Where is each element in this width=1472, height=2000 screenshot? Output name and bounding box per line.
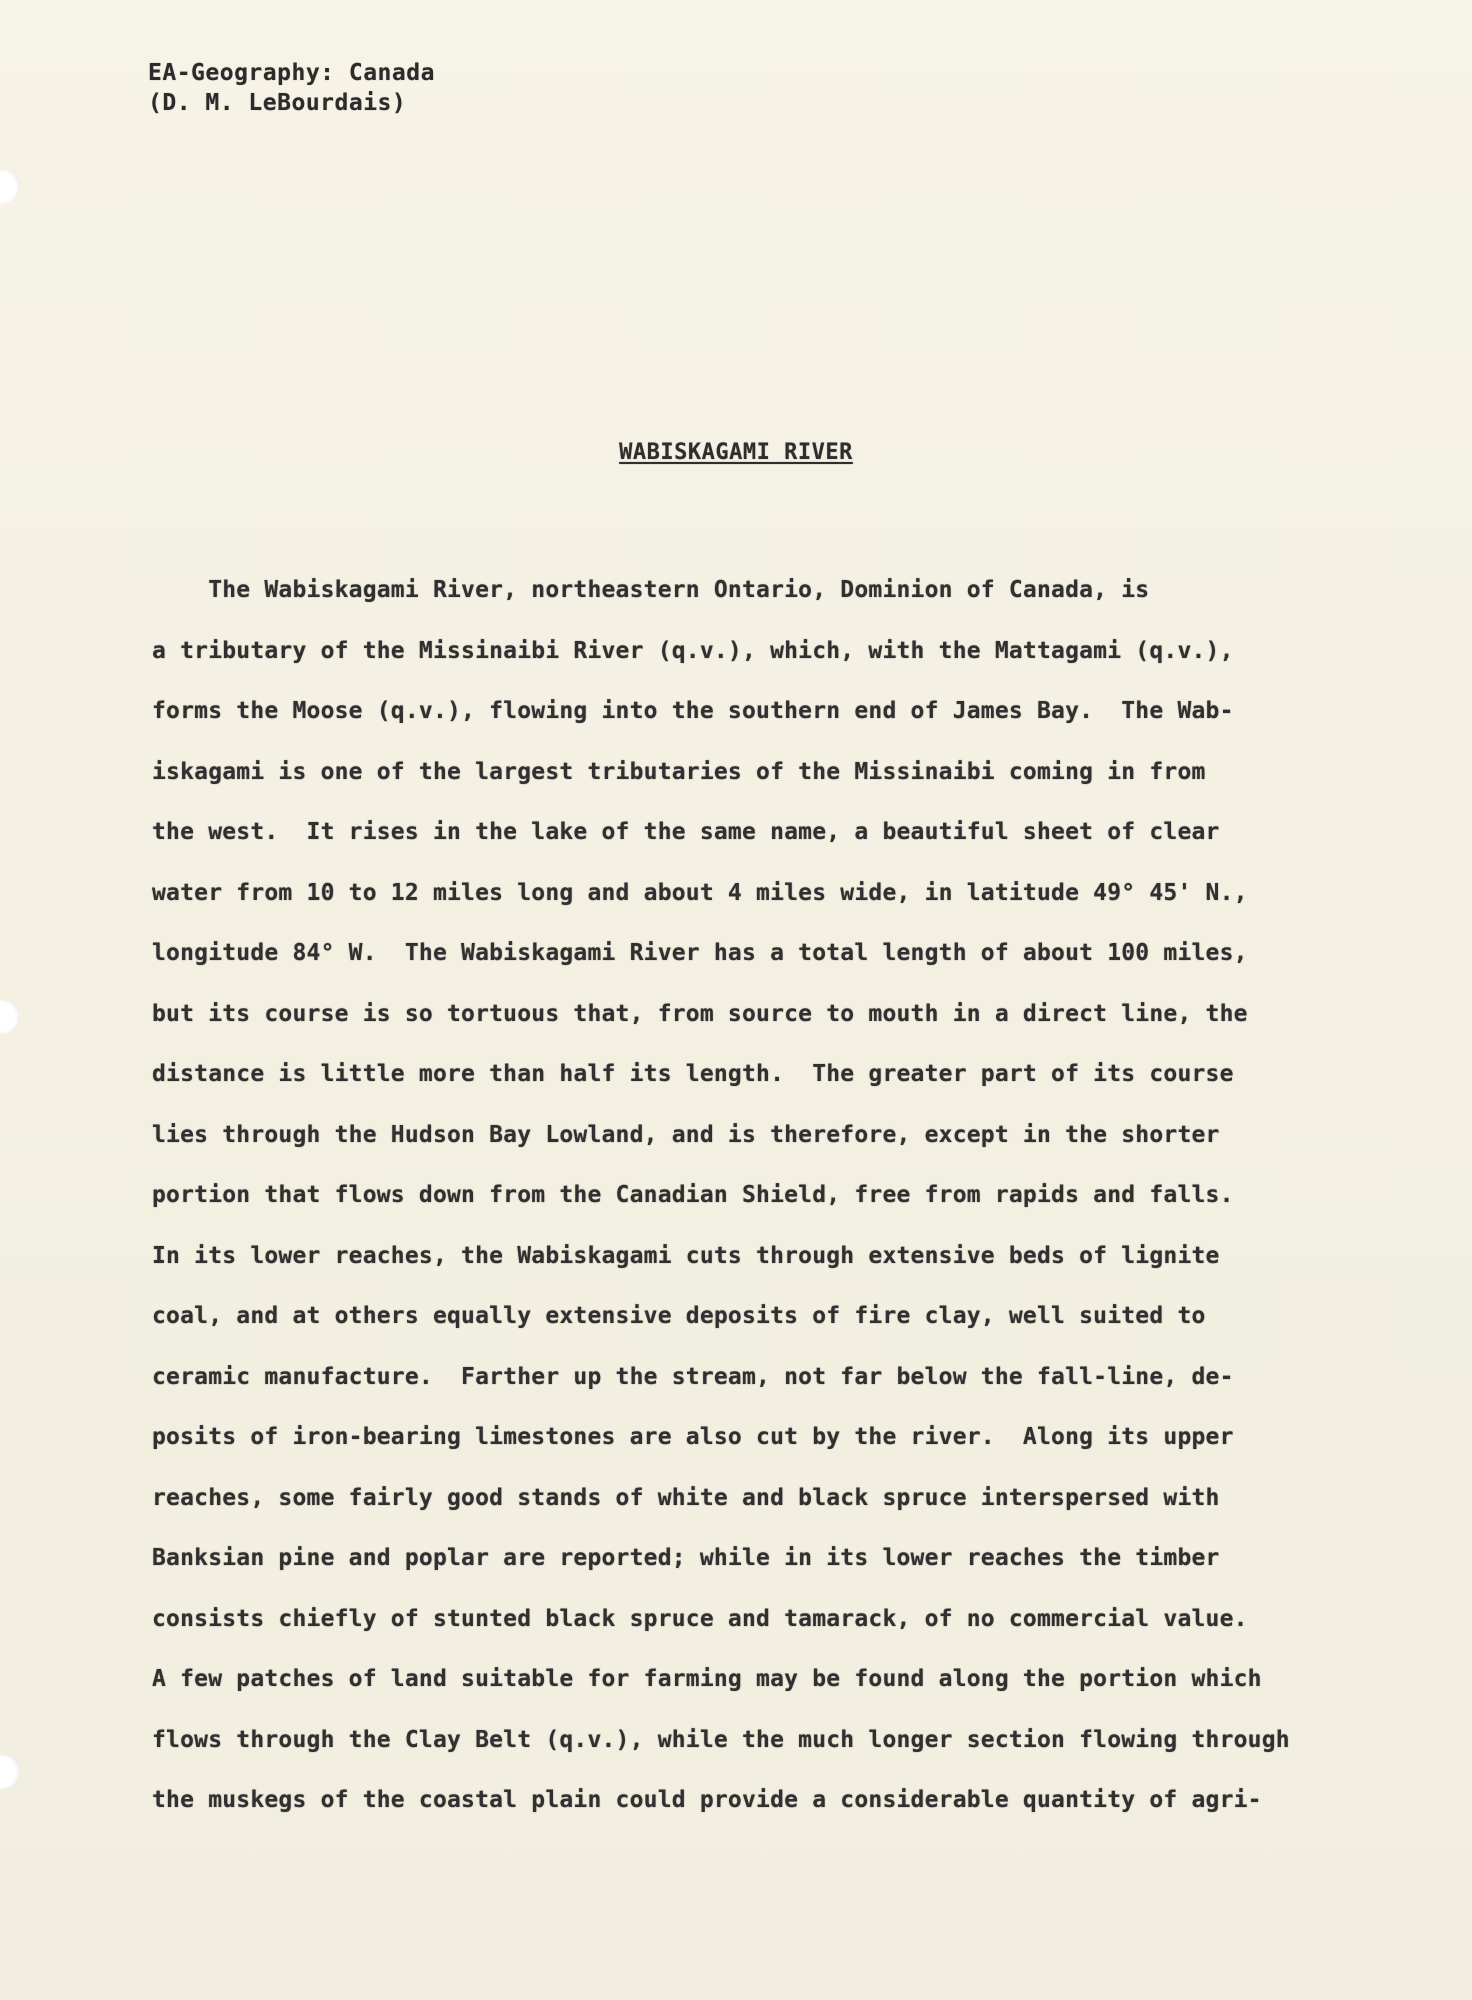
- article-body: [152, 560, 1392, 1831]
- body-line: longitude 84° W. The Wabiskagami River has a total length of about 100 miles,: [152, 940, 1248, 966]
- header-subject: EA-Geography: Canada: [148, 60, 435, 86]
- body-line: The Wabiskagami River, northeastern Ontario, Dominion of Canada, is: [152, 577, 1150, 603]
- body-line: posits of iron-bearing limestones are also cut by the river. Along its upper: [152, 1424, 1234, 1450]
- body-line: distance is little more than half its length. The greater part of its course: [152, 1061, 1234, 1087]
- body-line: A few patches of land suitable for farming may be found along the portion which: [152, 1666, 1262, 1692]
- document-header: [148, 58, 435, 118]
- body-line: ceramic manufacture. Farther up the stream, not far below the fall-line, de-: [152, 1363, 1234, 1390]
- punch-hole-bottom: [0, 1755, 20, 1789]
- punch-hole-top: [0, 170, 20, 204]
- punch-hole-middle: [0, 1000, 20, 1034]
- body-line: Banksian pine and poplar are reported; while in its lower reaches the timber: [152, 1545, 1220, 1571]
- body-line: water from 10 to 12 miles long and about 4 miles wide, in latitude 49° 45' N.,: [152, 879, 1248, 906]
- article-title-text: WABISKAGAMI RIVER: [619, 440, 853, 465]
- body-line: iskagami is one of the largest tributaries of the Missinaibi coming in from: [152, 758, 1206, 785]
- body-line: consists chiefly of stunted black spruce and tamarack, of no commercial value.: [152, 1605, 1248, 1632]
- body-line: but its course is so tortuous that, from source to mouth in a direct line, the: [152, 1000, 1248, 1027]
- body-line: portion that flows down from the Canadian Shield, free from rapids and falls.: [152, 1182, 1234, 1208]
- body-line: reaches, some fairly good stands of white and black spruce interspersed with: [152, 1484, 1220, 1511]
- header-author: (D. M. LeBourdais): [148, 90, 407, 116]
- body-line: coal, and at others equally extensive deposits of fire clay, well suited to: [152, 1303, 1206, 1329]
- body-line: flows through the Clay Belt (q.v.), while the much longer section flowing through: [152, 1726, 1290, 1753]
- body-line: the west. It rises in the lake of the same name, a beautiful sheet of clear: [152, 819, 1220, 845]
- body-line: lies through the Hudson Bay Lowland, and is therefore, except in the shorter: [152, 1121, 1220, 1148]
- body-line: a tributary of the Missinaibi River (q.v.), which, with the Mattagami (q.v.),: [152, 637, 1234, 664]
- body-line: In its lower reaches, the Wabiskagami cuts through extensive beds of lignite: [152, 1242, 1220, 1269]
- article-title: [0, 440, 1472, 465]
- body-line: forms the Moose (q.v.), flowing into the southern end of James Bay. The Wab-: [152, 698, 1234, 724]
- body-line: the muskegs of the coastal plain could provide a considerable quantity of agri-: [152, 1787, 1262, 1813]
